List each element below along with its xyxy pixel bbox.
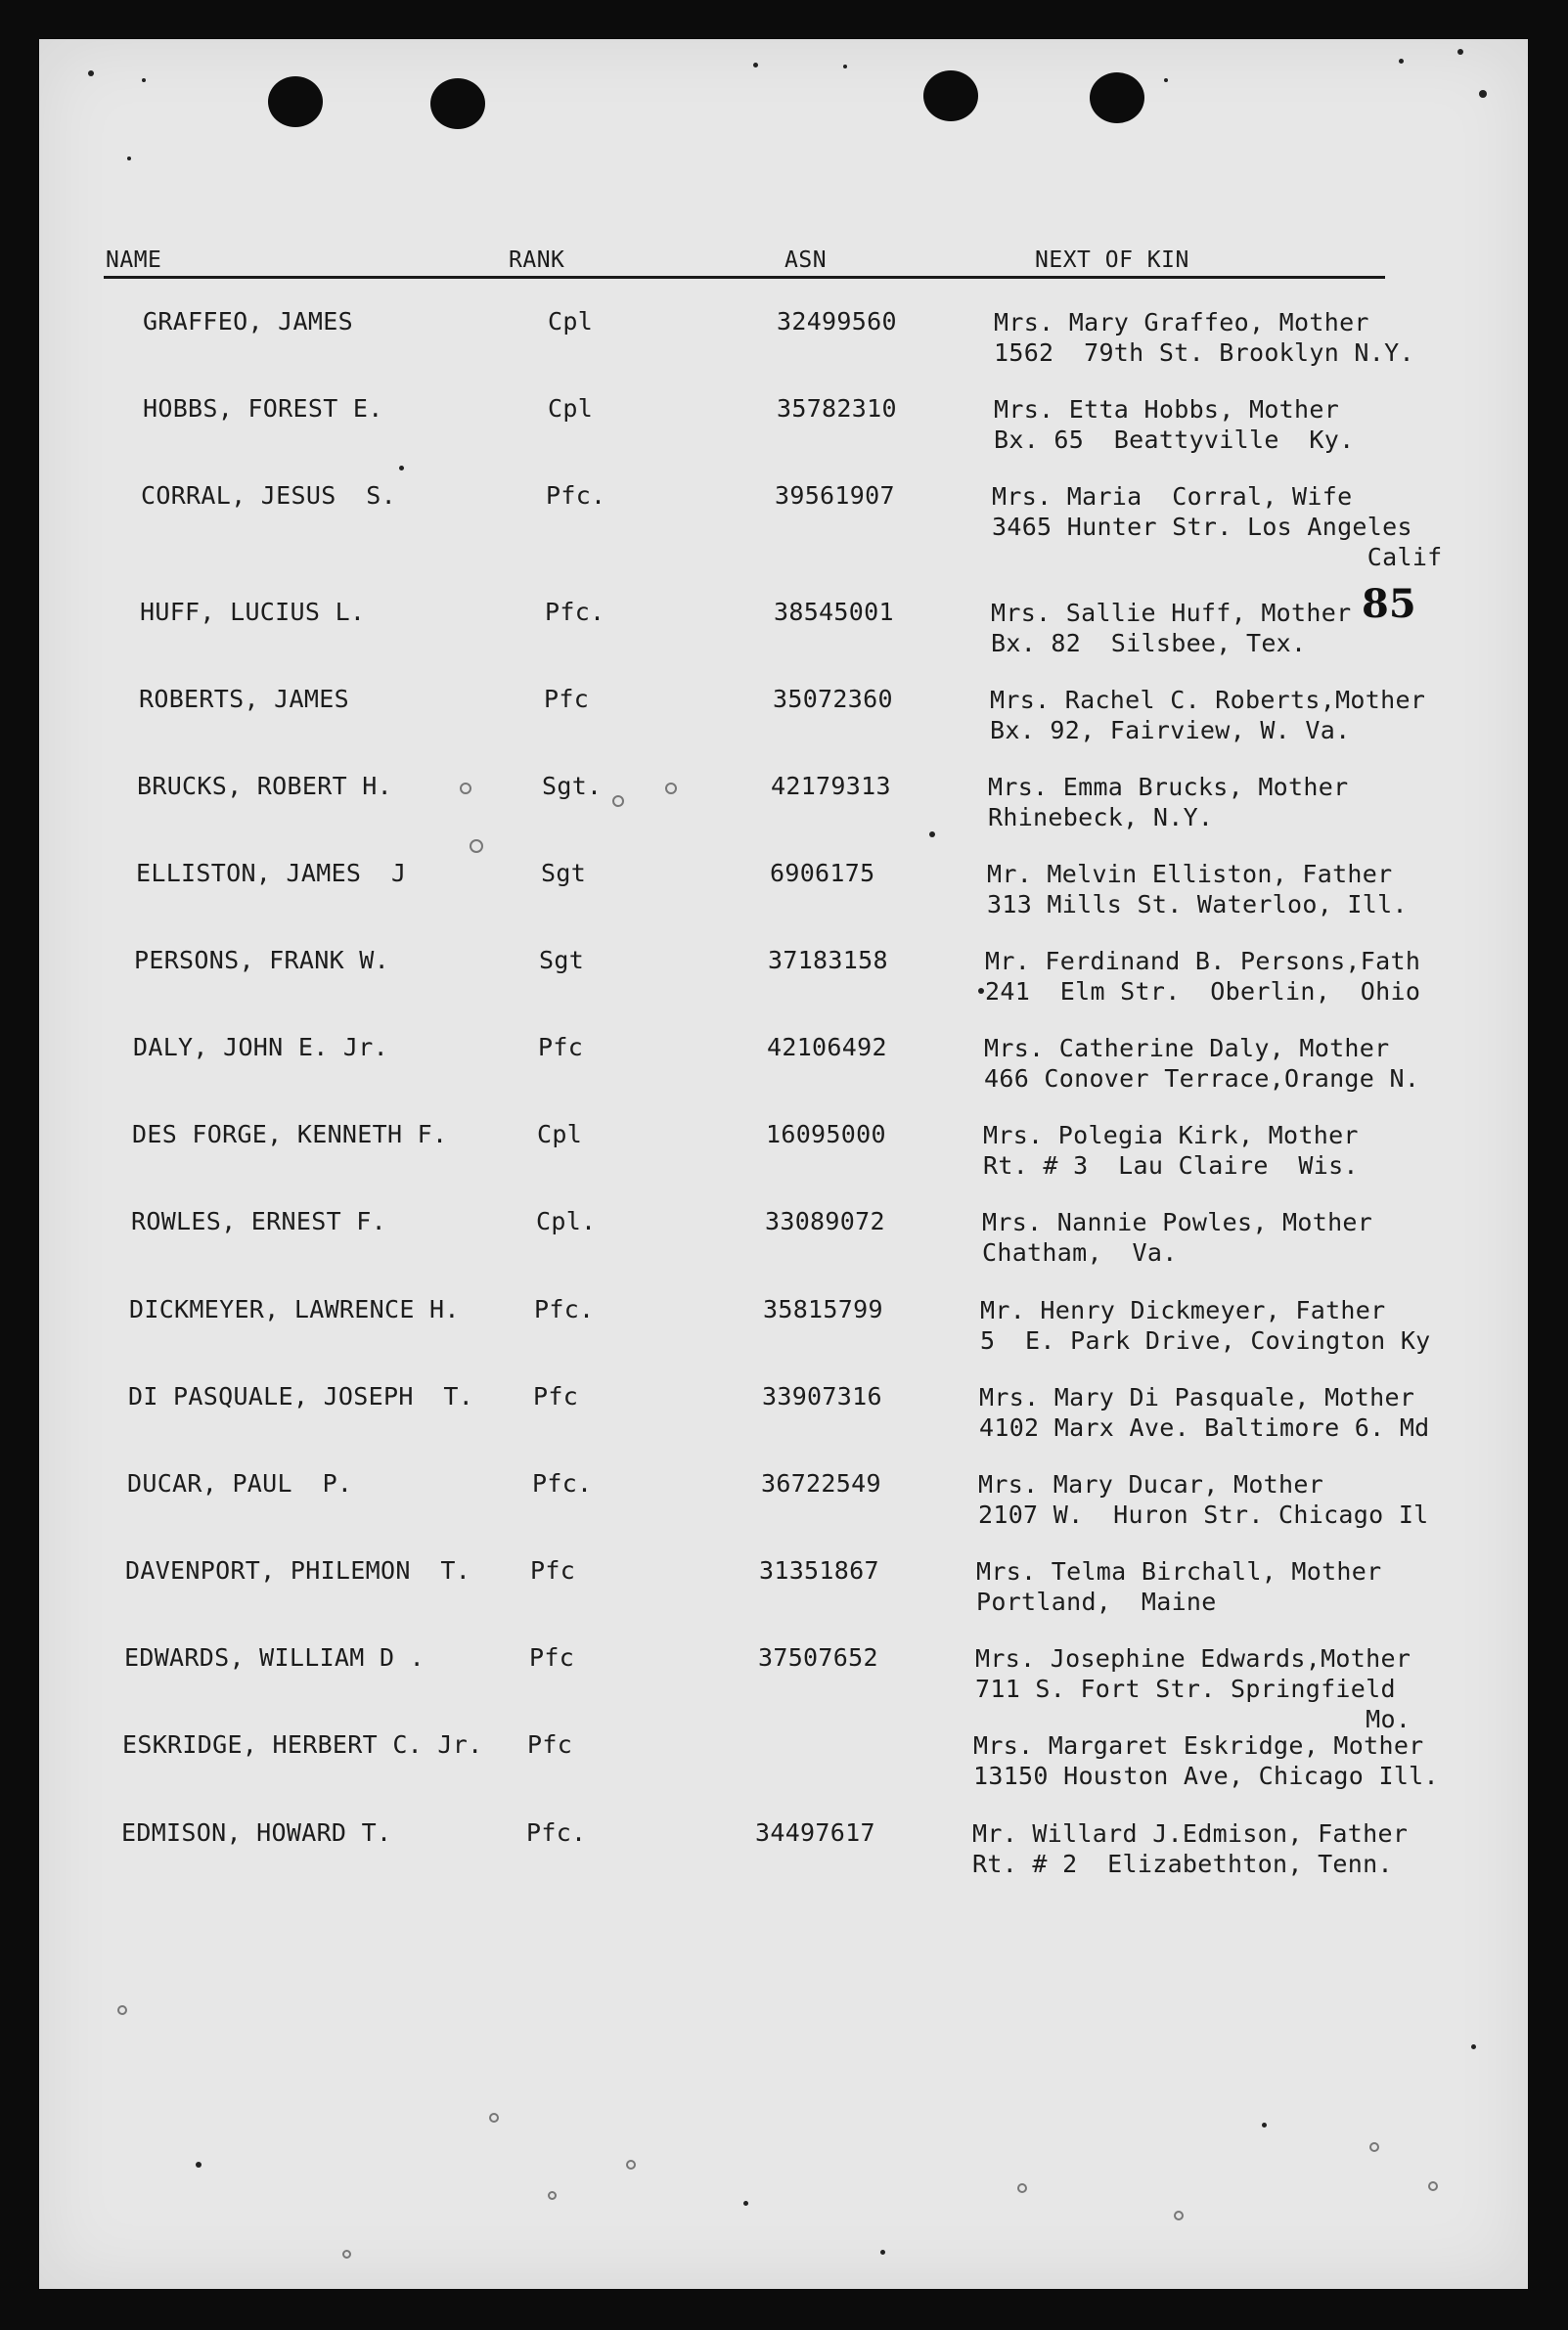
- row-rank: Pfc.: [534, 1295, 595, 1323]
- row-rank: Pfc: [529, 1643, 575, 1672]
- row-name: DAVENPORT, PHILEMON T.: [125, 1556, 471, 1585]
- paper-speck: [1017, 2183, 1027, 2193]
- next-of-kin-line: Bx. 82 Silsbee, Tex.: [991, 629, 1307, 657]
- next-of-kin-line: Mrs. Josephine Edwards,Mother: [975, 1644, 1411, 1673]
- row-next-of-kin: [994, 394, 1354, 455]
- table-row: [0, 859, 1568, 937]
- next-of-kin-line: Bx. 92, Fairview, W. Va.: [990, 716, 1351, 744]
- paper-speck: [196, 2162, 202, 2168]
- next-of-kin-line: Bx. 65 Beattyville Ky.: [994, 426, 1355, 454]
- row-asn: 32499560: [777, 307, 897, 336]
- row-rank: Pfc: [533, 1382, 579, 1411]
- next-of-kin-line: Rt. # 2 Elizabethton, Tenn.: [972, 1850, 1393, 1878]
- next-of-kin-line: 4102 Marx Ave. Baltimore 6. Md: [979, 1413, 1430, 1442]
- row-next-of-kin: [990, 685, 1425, 745]
- row-rank: Cpl: [548, 394, 594, 423]
- table-row: [0, 307, 1568, 385]
- next-of-kin-line: Mr. Willard J.Edmison, Father: [972, 1819, 1409, 1848]
- paper-speck: [1471, 2044, 1476, 2049]
- table-row: [0, 1469, 1568, 1547]
- next-of-kin-line: Mr. Henry Dickmeyer, Father: [980, 1296, 1386, 1324]
- row-rank: Pfc.: [532, 1469, 593, 1498]
- next-of-kin-line: 3465 Hunter Str. Los Angeles: [992, 513, 1412, 541]
- next-of-kin-line: Mrs. Mary Ducar, Mother: [978, 1470, 1324, 1499]
- next-of-kin-line: Mrs. Etta Hobbs, Mother: [994, 395, 1340, 424]
- row-name: ESKRIDGE, HERBERT C. Jr.: [122, 1730, 483, 1759]
- row-name: HUFF, LUCIUS L.: [140, 598, 366, 626]
- row-rank: Pfc: [544, 685, 590, 713]
- paper-speck: [342, 2250, 351, 2259]
- table-row: [0, 772, 1568, 850]
- row-asn: 33089072: [765, 1207, 885, 1235]
- paper-speck: [127, 157, 131, 160]
- row-rank: Cpl.: [536, 1207, 597, 1235]
- paper-speck: [142, 78, 146, 82]
- table-row: [0, 1556, 1568, 1635]
- row-next-of-kin: [980, 1295, 1431, 1356]
- next-of-kin-line: Mrs. Sallie Huff, Mother: [991, 599, 1352, 627]
- next-of-kin-line: Rhinebeck, N.Y.: [988, 803, 1214, 831]
- paper-speck: [929, 831, 935, 837]
- paper-speck: [1164, 78, 1168, 82]
- next-of-kin-line: Mrs. Nannie Powles, Mother: [982, 1208, 1373, 1236]
- row-next-of-kin: [978, 1469, 1429, 1530]
- table-row: [0, 598, 1568, 676]
- row-rank: Pfc.: [546, 481, 606, 510]
- paper-speck: [1174, 2211, 1184, 2220]
- table-row: [0, 946, 1568, 1024]
- header-next-of-kin: NEXT OF KIN: [1035, 247, 1189, 273]
- row-asn: 33907316: [762, 1382, 882, 1411]
- row-name: DI PASQUALE, JOSEPH T.: [128, 1382, 474, 1411]
- row-name: DALY, JOHN E. Jr.: [133, 1033, 388, 1061]
- next-of-kin-line: Mr. Ferdinand B. Persons,Fath: [985, 947, 1421, 975]
- row-name: ROBERTS, JAMES: [139, 685, 349, 713]
- paper-speck: [1399, 59, 1404, 64]
- table-row: [0, 1295, 1568, 1373]
- next-of-kin-line: Mrs. Telma Birchall, Mother: [976, 1557, 1382, 1586]
- punch-hole: [268, 76, 323, 127]
- table-row: [0, 1033, 1568, 1111]
- row-rank: Sgt: [539, 946, 585, 974]
- next-of-kin-line: Portland, Maine: [976, 1588, 1217, 1616]
- row-name: GRAFFEO, JAMES: [143, 307, 353, 336]
- row-next-of-kin: [972, 1818, 1408, 1879]
- row-asn: 42179313: [771, 772, 891, 800]
- row-rank: Pfc: [527, 1730, 573, 1759]
- row-name: EDMISON, HOWARD T.: [121, 1818, 392, 1847]
- next-of-kin-line: 466 Conover Terrace,Orange N.: [984, 1064, 1420, 1093]
- row-next-of-kin: [979, 1382, 1430, 1443]
- paper-speck: [843, 65, 847, 68]
- row-asn: 6906175: [770, 859, 875, 887]
- row-name: HOBBS, FOREST E.: [143, 394, 383, 423]
- table-row: [0, 394, 1568, 472]
- next-of-kin-line: Rt. # 3 Lau Claire Wis.: [983, 1151, 1359, 1180]
- row-asn: 31351867: [759, 1556, 879, 1585]
- next-of-kin-line: 711 S. Fort Str. Springfield: [975, 1675, 1396, 1703]
- row-asn: 35815799: [763, 1295, 883, 1323]
- header-underline: [104, 276, 1385, 279]
- punch-hole: [430, 78, 485, 129]
- next-of-kin-line: 5 E. Park Drive, Covington Ky: [980, 1326, 1431, 1355]
- paper-speck: [88, 70, 94, 76]
- paper-speck: [978, 988, 984, 994]
- table-row: [0, 1730, 1568, 1809]
- row-rank: Pfc: [538, 1033, 584, 1061]
- next-of-kin-line: Mrs. Maria Corral, Wife: [992, 482, 1353, 511]
- row-next-of-kin: [992, 481, 1443, 572]
- paper-speck: [880, 2250, 885, 2255]
- next-of-kin-line: 313 Mills St. Waterloo, Ill.: [987, 890, 1408, 919]
- row-name: DICKMEYER, LAWRENCE H.: [129, 1295, 460, 1323]
- row-rank: Pfc: [530, 1556, 576, 1585]
- next-of-kin-line: 13150 Houston Ave, Chicago Ill.: [973, 1762, 1439, 1790]
- next-of-kin-line: Mo.: [975, 1705, 1411, 1733]
- next-of-kin-line: 2107 W. Huron Str. Chicago Il: [978, 1501, 1429, 1529]
- row-asn: 35072360: [773, 685, 893, 713]
- row-next-of-kin: [987, 859, 1408, 919]
- row-name: EDWARDS, WILLIAM D .: [124, 1643, 426, 1672]
- row-name: BRUCKS, ROBERT H.: [137, 772, 392, 800]
- row-asn: 36722549: [761, 1469, 881, 1498]
- paper-speck: [548, 2191, 557, 2200]
- paper-speck: [1428, 2181, 1438, 2191]
- row-rank: Cpl: [537, 1120, 583, 1148]
- paper-speck: [743, 2201, 748, 2206]
- row-asn: 38545001: [774, 598, 894, 626]
- table-header: [0, 247, 1568, 277]
- punch-hole: [923, 70, 978, 121]
- table-row: [0, 685, 1568, 763]
- table-row: [0, 1382, 1568, 1460]
- next-of-kin-line: Mrs. Emma Brucks, Mother: [988, 773, 1349, 801]
- paper-speck: [1479, 90, 1487, 98]
- next-of-kin-line: 241 Elm Str. Oberlin, Ohio: [985, 977, 1421, 1006]
- next-of-kin-line: Mrs. Catherine Daly, Mother: [984, 1034, 1390, 1062]
- paper-speck: [1457, 49, 1463, 55]
- next-of-kin-line: Mrs. Polegia Kirk, Mother: [983, 1121, 1359, 1149]
- next-of-kin-line: Chatham, Va.: [982, 1238, 1178, 1267]
- paper-speck: [489, 2113, 499, 2123]
- paper-speck: [1369, 2142, 1379, 2152]
- row-asn: 37507652: [758, 1643, 878, 1672]
- table-row: [0, 1207, 1568, 1285]
- page-number: 85: [1362, 581, 1416, 627]
- row-next-of-kin: [991, 598, 1351, 658]
- row-rank: Pfc.: [526, 1818, 587, 1847]
- row-next-of-kin: [982, 1207, 1372, 1268]
- row-next-of-kin: [985, 946, 1420, 1007]
- next-of-kin-line: Mr. Melvin Elliston, Father: [987, 860, 1393, 888]
- row-name: ROWLES, ERNEST F.: [131, 1207, 386, 1235]
- row-rank: Pfc.: [545, 598, 605, 626]
- paper-speck: [470, 839, 483, 853]
- paper-speck: [117, 2005, 127, 2015]
- row-name: PERSONS, FRANK W.: [134, 946, 389, 974]
- row-name: DES FORGE, KENNETH F.: [132, 1120, 448, 1148]
- row-asn: 39561907: [775, 481, 895, 510]
- next-of-kin-line: Mrs. Rachel C. Roberts,Mother: [990, 686, 1426, 714]
- row-asn: 35782310: [777, 394, 897, 423]
- row-name: CORRAL, JESUS S.: [141, 481, 396, 510]
- row-asn: 37183158: [768, 946, 888, 974]
- table-row: [0, 1120, 1568, 1198]
- table-row: [0, 1818, 1568, 1897]
- next-of-kin-line: Calif: [992, 543, 1443, 571]
- row-rank: Cpl: [548, 307, 594, 336]
- paper-speck: [753, 63, 758, 67]
- next-of-kin-line: Mrs. Margaret Eskridge, Mother: [973, 1731, 1424, 1760]
- header-name: NAME: [106, 247, 162, 273]
- row-rank: Sgt: [541, 859, 587, 887]
- row-next-of-kin: [976, 1556, 1381, 1617]
- paper-speck: [460, 783, 471, 794]
- table-row: [0, 481, 1568, 571]
- next-of-kin-line: 1562 79th St. Brooklyn N.Y.: [994, 338, 1414, 367]
- row-rank: Sgt.: [542, 772, 603, 800]
- row-next-of-kin: [988, 772, 1348, 832]
- row-next-of-kin: [973, 1730, 1439, 1791]
- table-row: [0, 1643, 1568, 1733]
- row-asn: 16095000: [766, 1120, 886, 1148]
- paper-speck: [612, 795, 624, 807]
- next-of-kin-line: Mrs. Mary Di Pasquale, Mother: [979, 1383, 1415, 1411]
- row-next-of-kin: [983, 1120, 1359, 1181]
- paper-speck: [626, 2160, 636, 2170]
- row-name: ELLISTON, JAMES J: [136, 859, 407, 887]
- paper-speck: [399, 466, 404, 470]
- row-asn: 34497617: [755, 1818, 875, 1847]
- row-name: DUCAR, PAUL P.: [127, 1469, 353, 1498]
- paper-speck: [665, 783, 677, 794]
- paper-speck: [1262, 2123, 1267, 2128]
- header-rank: RANK: [509, 247, 565, 273]
- row-next-of-kin: [984, 1033, 1419, 1094]
- row-next-of-kin: [994, 307, 1414, 368]
- next-of-kin-line: Mrs. Mary Graffeo, Mother: [994, 308, 1369, 336]
- row-next-of-kin: [975, 1643, 1411, 1734]
- header-asn: ASN: [784, 247, 828, 273]
- punch-hole: [1090, 72, 1144, 123]
- row-asn: 42106492: [767, 1033, 887, 1061]
